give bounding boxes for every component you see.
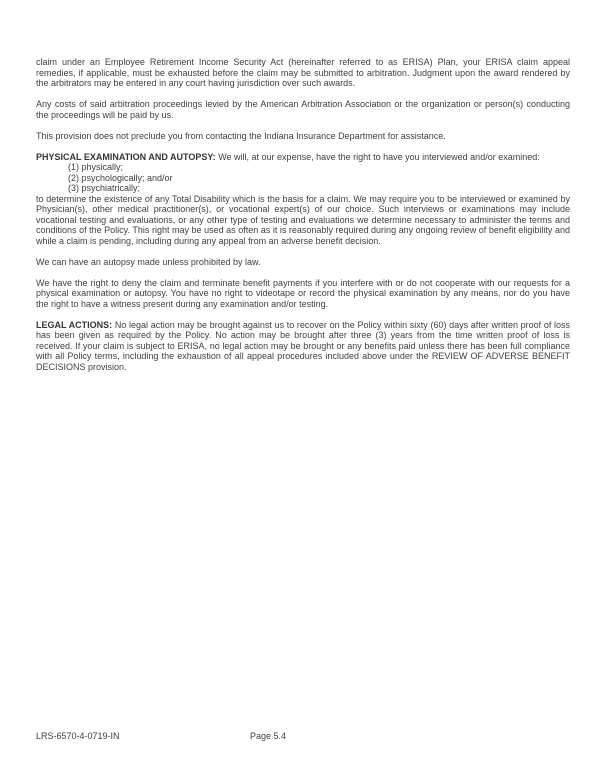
page-footer xyxy=(0,731,600,743)
paragraph-deny-claim: We have the right to deny the claim and terminate benefit payments if you interfere with or do not cooperate with our requests for a physical examination or autopsy. You have no right to videotape or record the physical examination by any means, nor do you have the right to have a witness present during any examination and/or testing. xyxy=(36,277,570,309)
page-number: Page 5.4 xyxy=(250,731,287,741)
paragraph-physical-exam-body: to determine the existence of any Total Disability which is the basis for a claim. We may require you to be interviewed or examined by Physician(s), other medical practitioner(s), or vocational expert(s) of our choice. Such interviews or examinations may include vocational testing and evaluations, or any other type of testing and evaluations we determine necessary to administer the terms and conditions of the Policy. This right may be used as often as it is reasonably required during any ongoing review of benefit eligibility and while a claim is pending, including during any appeal from an adverse benefit decision. xyxy=(36,193,570,246)
paragraph-provision-note: This provision does not preclude you from contacting the Indiana Insurance Department for assistance. xyxy=(36,130,446,141)
paragraph-erisa-continuation: claim under an Employee Retirement Income Security Act (hereinafter referred to as ERISA) Plan, your ERISA claim appeal remedies, if applicable, must be exhausted before the claim may be submitted to arbitration. Judgment upon the award rendered by the arbitrators may be entered in any court having jurisdiction over such awards. xyxy=(36,57,570,88)
form-number: LRS-6570-4-0719-IN xyxy=(36,731,120,741)
paragraph-physical-exam-intro xyxy=(36,152,570,163)
document-content xyxy=(36,57,570,383)
legal-actions-heading: LEGAL ACTIONS: xyxy=(36,319,113,330)
physical-exam-heading: PHYSICAL EXAMINATION AND AUTOPSY: xyxy=(36,151,216,162)
legal-actions-body-text: No legal action may be brought against us to recover on the Policy within sixty (60) days after written proof of loss has been given as required by the Policy. No action may be brought after three (3) years from the time written proof of loss is received. If your claim is subject to ERISA, no legal action may be brought or any benefits paid unless there has been full compliance with all Policy terms, including the exhaustion of all appeal procedures included above under the REVIEW OF ADVERSE BENEFIT DECISIONS provision. xyxy=(36,319,570,372)
paragraph-autopsy: We can have an autopsy made unless prohibited by law. xyxy=(36,256,261,267)
list-item-psychiatrically: (3) psychiatrically; xyxy=(68,183,141,193)
physical-exam-list xyxy=(68,162,570,194)
paragraph-legal-actions xyxy=(36,320,570,373)
list-item-physically: (1) physically; xyxy=(68,162,124,172)
paragraph-arbitration-costs: Any costs of said arbitration proceedings levied by the American Arbitration Association or the organization or person(s) conducting the proceedings will be paid by us. xyxy=(36,99,570,120)
list-item-psychologically: (2) psychologically; and/or xyxy=(68,172,173,183)
physical-exam-intro-text: We will, at our expense, have the right to have you interviewed and/or examined: xyxy=(218,151,540,162)
